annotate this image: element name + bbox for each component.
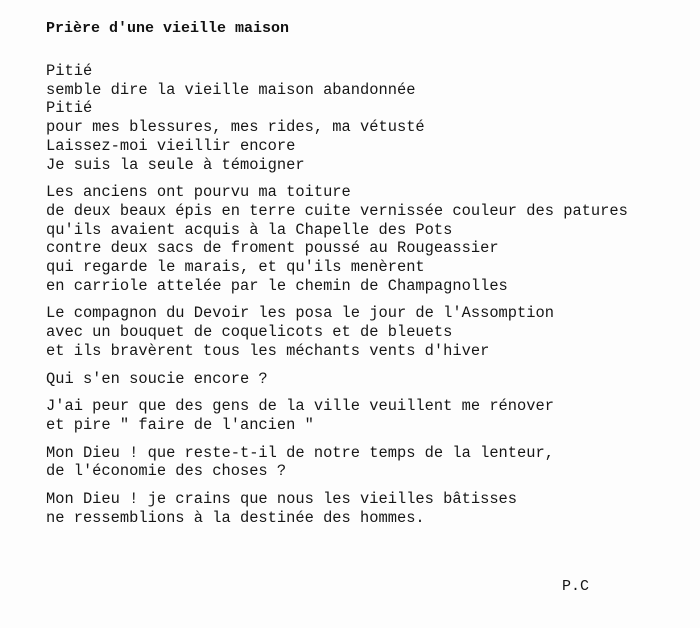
poem-line: semble dire la vieille maison abandonnée [46, 80, 416, 99]
stanza [46, 444, 686, 481]
poem-line: Je suis la seule à témoigner [46, 155, 305, 174]
poem-line: avec un bouquet de coquelicots et de bleuets [46, 323, 453, 342]
poem-line: qu'ils avaient acquis à la Chapelle des Pots [46, 220, 453, 239]
poem-line: Les anciens ont pourvu ma toiture [46, 183, 351, 202]
poem-line: Pitié [46, 99, 93, 118]
poem-line: contre deux sacs de froment poussé au Rougeassier [46, 239, 499, 258]
poem-line: J'ai peur que des gens de la ville veuillent me rénover [46, 397, 554, 416]
poem-line: Le compagnon du Devoir les posa le jour de l'Assomption [46, 304, 554, 323]
poem-line: en carriole attelée par le chemin de Champagnolles [46, 276, 508, 295]
poem-line: de deux beaux épis en terre cuite vernissée couleur des patures [46, 201, 628, 220]
stanza [46, 397, 686, 434]
poem-line: Laissez-moi vieillir encore [46, 136, 296, 155]
stanza [46, 62, 686, 174]
poem-line: Mon Dieu ! je crains que nous les vieilles bâtisses [46, 490, 518, 509]
poem-body [46, 62, 686, 536]
poem-line: de l'économie des choses ? [46, 462, 287, 481]
stanza [46, 370, 686, 389]
poem-line: et ils bravèrent tous les méchants vents d'hiver [46, 341, 490, 360]
bleed-through-shadow [240, 540, 247, 558]
stanza [46, 490, 686, 527]
stanza [46, 304, 686, 360]
poem-title: Prière d'une vieille maison [46, 20, 290, 37]
poem-line: Pitié [46, 62, 93, 80]
poem-line: Qui s'en soucie encore ? [46, 369, 268, 388]
signature: P.C [562, 578, 590, 595]
stanza [46, 183, 686, 295]
poem-line: ne ressemblions à la destinée des hommes. [46, 508, 425, 527]
poem-line: qui regarde le marais, et qu'ils menèrent [46, 258, 425, 277]
poem-line: pour mes blessures, mes rides, ma vétusté [46, 118, 425, 137]
poem-line: et pire " faire de l'ancien " [46, 415, 314, 434]
poem-line: Mon Dieu ! que reste-t-il de notre temps de la lenteur, [46, 443, 554, 462]
